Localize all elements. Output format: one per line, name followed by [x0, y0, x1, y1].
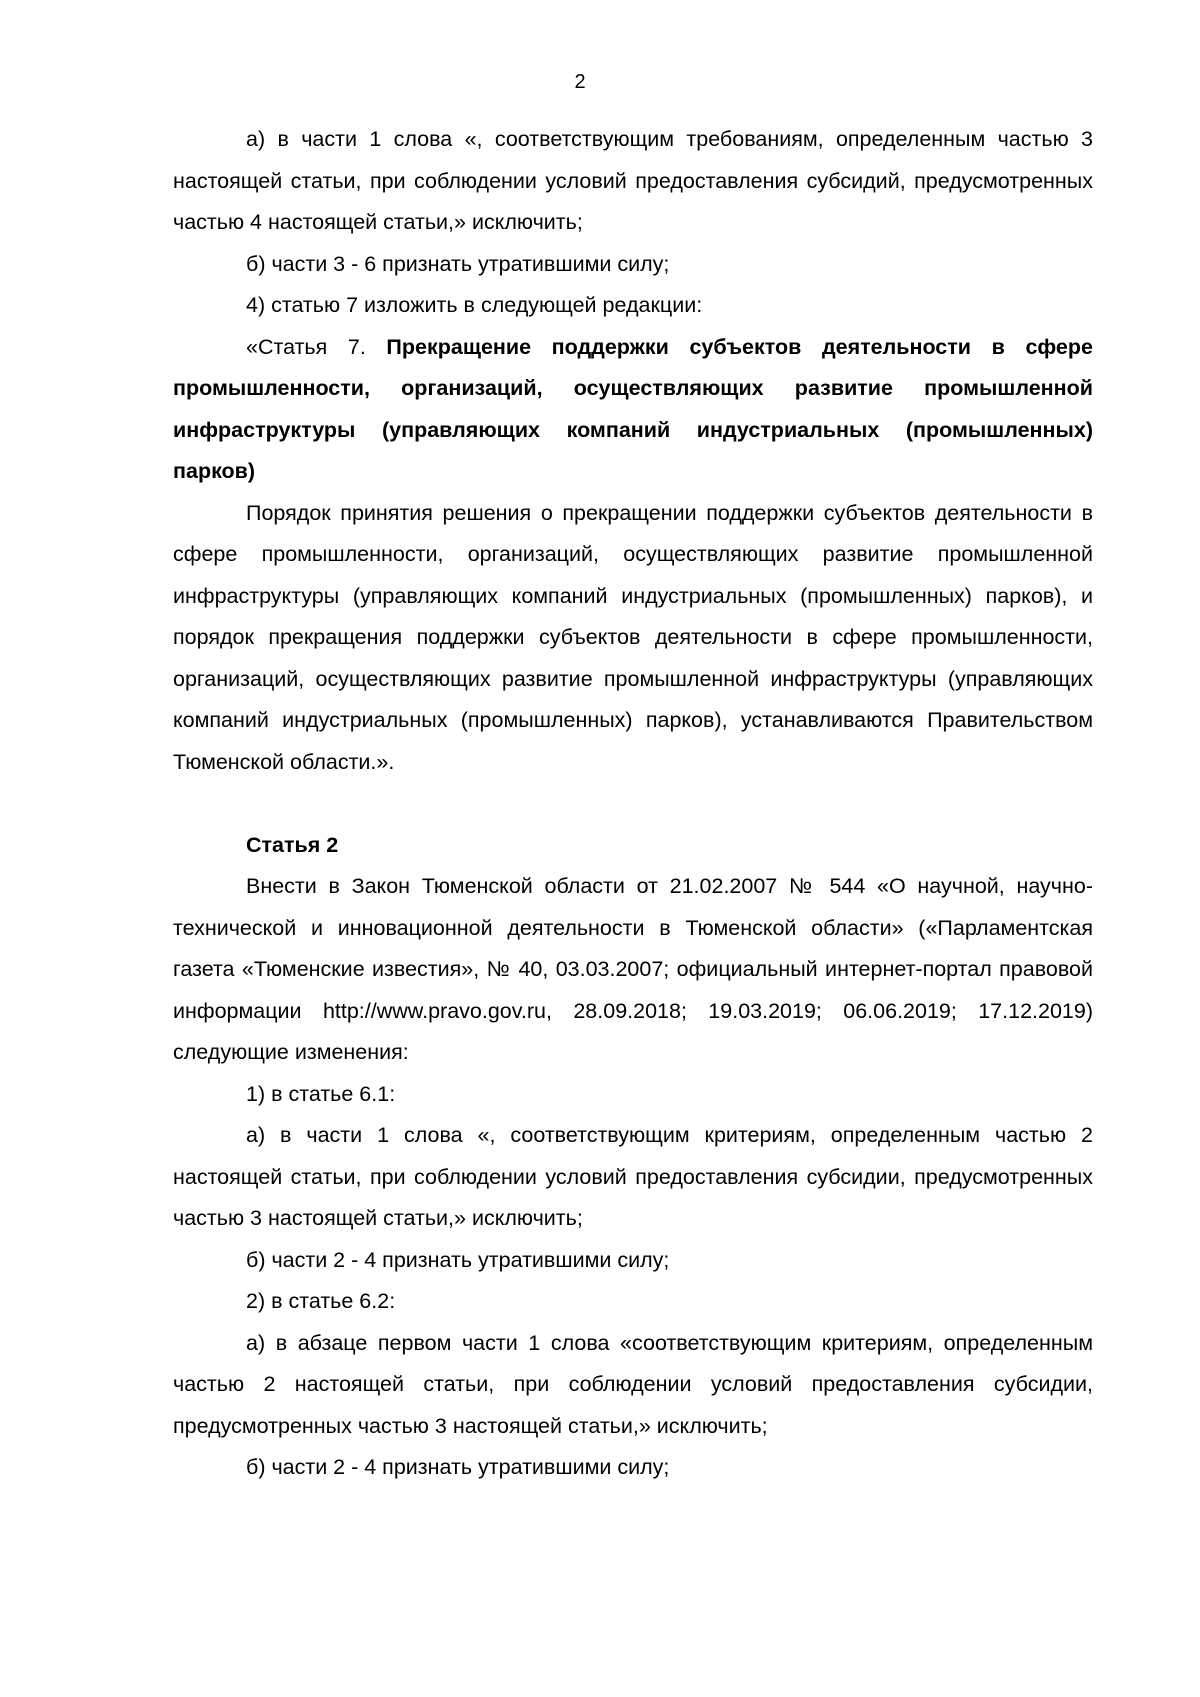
paragraph-6-1: 1) в статье 6.1:: [246, 1081, 396, 1106]
paragraph-item-4: 4) статью 7 изложить в следующей редакции:: [246, 293, 703, 317]
paragraph-6-1a: а) в части 1 слова «, соответствующим критериям, определенным частью 2 настоящей статьи, при соблюдении условий предоставления субсидии, предусмотренных частью 3 настоящей статьи,» исключить;: [173, 1123, 1093, 1230]
paragraph-6-2a: а) в абзаце первом части 1 слова «соответствующим критериям, определенным частью 2 настоящей статьи, при соблюдении условий предоставления субсидии, предусмотренных частью 3 настоящей статьи,» исключить;: [173, 1330, 1093, 1438]
paragraph-6-1b: б) части 2 - 4 признать утратившими силу;: [246, 1247, 670, 1272]
document-body: [173, 119, 1093, 1489]
section-gap: [173, 783, 1093, 825]
paragraph-6-2: 2) в статье 6.2:: [246, 1289, 396, 1313]
article-7-heading: Прекращение поддержки субъектов деятельности в сфере промышленности, организаций, осуществляющих развитие промышленной инфраструктуры (управляющих компаний индустриальных (промышленных) парков): [173, 334, 1093, 483]
article-7-body: Порядок принятия решения о прекращении поддержки субъектов деятельности в сфере промышленности, организаций, осуществляющих развитие промышленной инфраструктуры (управляющих компаний индустриальных (промышленных) парков), и порядок прекращения поддержки субъектов деятельности в сфере промышленности, организаций, осуществляющих развитие промышленной инфраструктуры (управляющих компаний индустриальных (промышленных) парков), устанавливаются Правительством Тюменской области.».: [173, 500, 1093, 774]
paragraph-1a: а) в части 1 слова «, соответствующим требованиям, определенным частью 3 настоящей статьи, при соблюдении условий предоставления субсидий, предусмотренных частью 4 настоящей статьи,» исключить;: [173, 127, 1093, 234]
page-number: 2: [574, 71, 586, 93]
article-7-prefix: «Статья 7.: [246, 334, 387, 359]
paragraph-6-2b: б) части 2 - 4 признать утратившими силу;: [246, 1455, 670, 1479]
article-7-title: [173, 327, 1093, 493]
paragraph-1b: б) части 3 - 6 признать утратившими силу;: [246, 251, 670, 276]
article-2-heading: Статья 2: [246, 832, 339, 857]
article-2-intro: Внести в Закон Тюменской области от 21.02.2007 № 544 «О научной, научно-технической и инновационной деятельности в Тюменской области» («Парламентская газета «Тюменские известия», № 40, 03.03.2007; официальный интернет-портал правовой информации http://www.pravo.gov.ru, 28.09.2018; 19.03.2019; 06.06.2019; 17.12.2019) следующие изменения:: [173, 874, 1093, 1064]
